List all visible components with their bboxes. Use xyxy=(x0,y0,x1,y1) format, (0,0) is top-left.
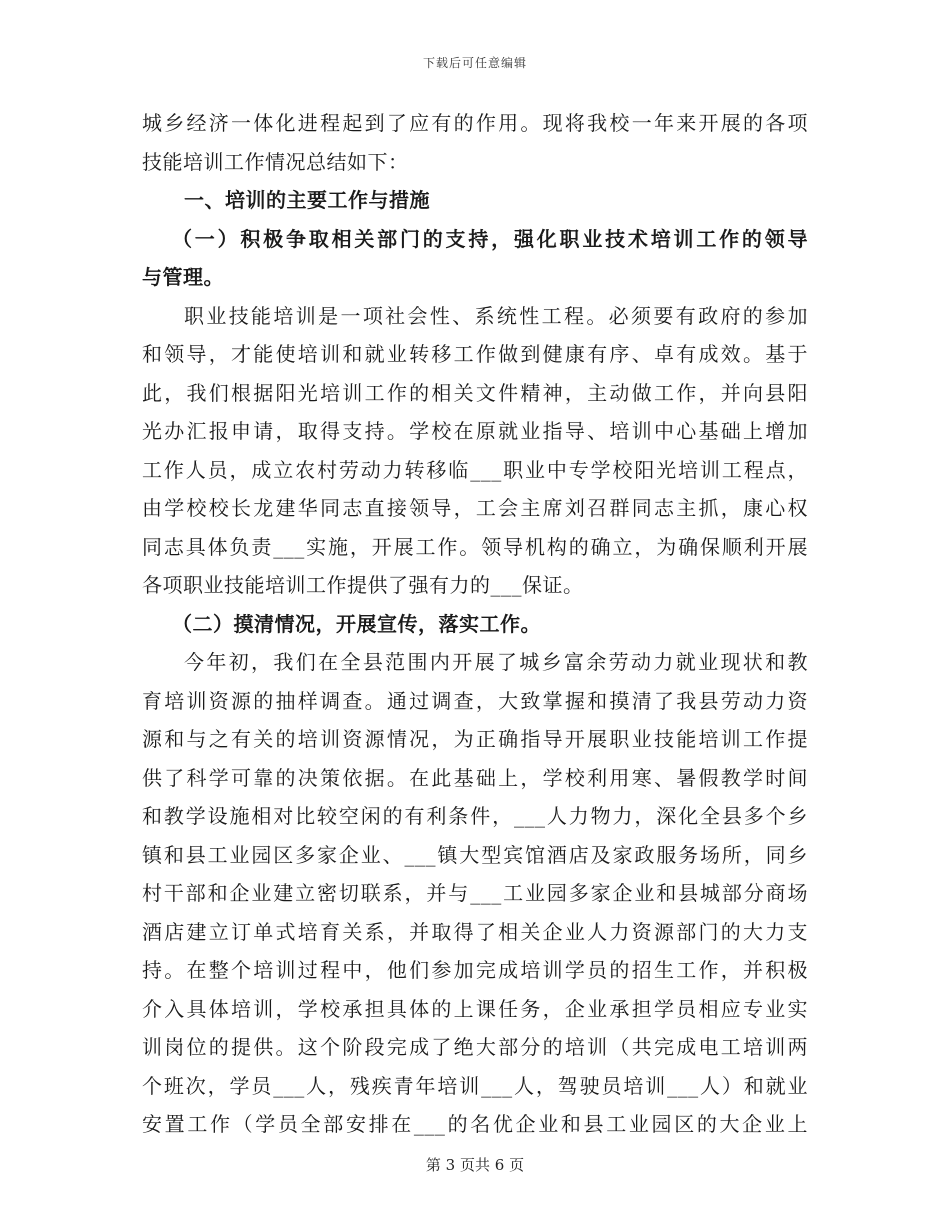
body-line: 和教学设施相对比较空闲的有利条件，___人力物力，深化全县多个乡 xyxy=(142,804,808,828)
body-line: 个班次，学员___人，残疾青年培训___人，驾驶员培训___人）和就业 xyxy=(142,1073,808,1098)
body-line: 育培训资源的抽样调查。通过调查，大致掌握和摸清了我县劳动力资 xyxy=(142,688,808,713)
body-line: 城乡经济一体化进程起到了应有的作用。现将我校一年来开展的各项 xyxy=(142,111,808,135)
body-line: 各项职业技能培训工作提供了强有力的___保证。 xyxy=(142,573,584,597)
body-line: 职业技能培训是一项社会性、系统性工程。必须要有政府的参加 xyxy=(184,303,808,328)
body-line: 光办汇报申请，取得支持。学校在原就业指导、培训中心基础上增加 xyxy=(142,419,808,443)
body-line: 训岗位的提供。这个阶段完成了绝大部分的培训（共完成电工培训两 xyxy=(142,1035,808,1059)
body-line: 源和与之有关的培训资源情况，为正确指导开展职业技能培训工作提 xyxy=(142,727,808,751)
body-line: 工作人员，成立农村劳动力转移临___职业中专学校阳光培训工程点， xyxy=(142,457,808,482)
body-line: 供了科学可靠的决策依据。在此基础上，学校利用寒、暑假教学时间 xyxy=(142,765,808,790)
body-line: 镇和县工业园区多家企业、___镇大型宾馆酒店及家政服务场所，同乡 xyxy=(142,842,808,867)
subsection-heading: （二）摸清情况，开展宣传，落实工作。 xyxy=(172,611,541,636)
body-line: 酒店建立订单式培育关系，并取得了相关企业人力资源部门的大力支 xyxy=(142,919,808,944)
subsection-heading-continued: 与管理。 xyxy=(142,265,224,289)
body-line: 安置工作（学员全部安排在___的名优企业和县工业园区的大企业上 xyxy=(142,1112,808,1136)
body-line: 持。在整个培训过程中，他们参加完成培训学员的招生工作，并积极 xyxy=(142,958,808,982)
body-line: 村干部和企业建立密切联系，并与___工业园多家企业和县城部分商场 xyxy=(142,881,808,905)
body-line: 和领导，才能使培训和就业转移工作做到健康有序、卓有成效。基于 xyxy=(142,342,808,366)
document-body xyxy=(142,104,808,1144)
body-line: 今年初，我们在全县范围内开展了城乡富余劳动力就业现状和教 xyxy=(184,650,808,674)
section-heading: 一、培训的主要工作与措施 xyxy=(184,188,430,212)
page-number-footer: 第 3 页共 6 页 xyxy=(425,1156,525,1174)
body-line: 由学校校长龙建华同志直接领导，工会主席刘召群同志主抓，康心权 xyxy=(142,496,808,520)
body-line: 此，我们根据阳光培训工作的相关文件精神，主动做工作，并向县阳 xyxy=(142,380,808,405)
page-header-note: 下载后可任意编辑 xyxy=(422,56,527,70)
body-line: 介入具体培训，学校承担具体的上课任务，企业承担学员相应专业实 xyxy=(142,996,808,1021)
body-line: 技能培训工作情况总结如下： xyxy=(142,149,409,174)
body-line: 同志具体负责___实施，开展工作。领导机构的确立，为确保顺利开展 xyxy=(142,534,808,559)
subsection-heading: （一）积极争取相关部门的支持，强化职业技术培训工作的领导 xyxy=(172,226,808,251)
